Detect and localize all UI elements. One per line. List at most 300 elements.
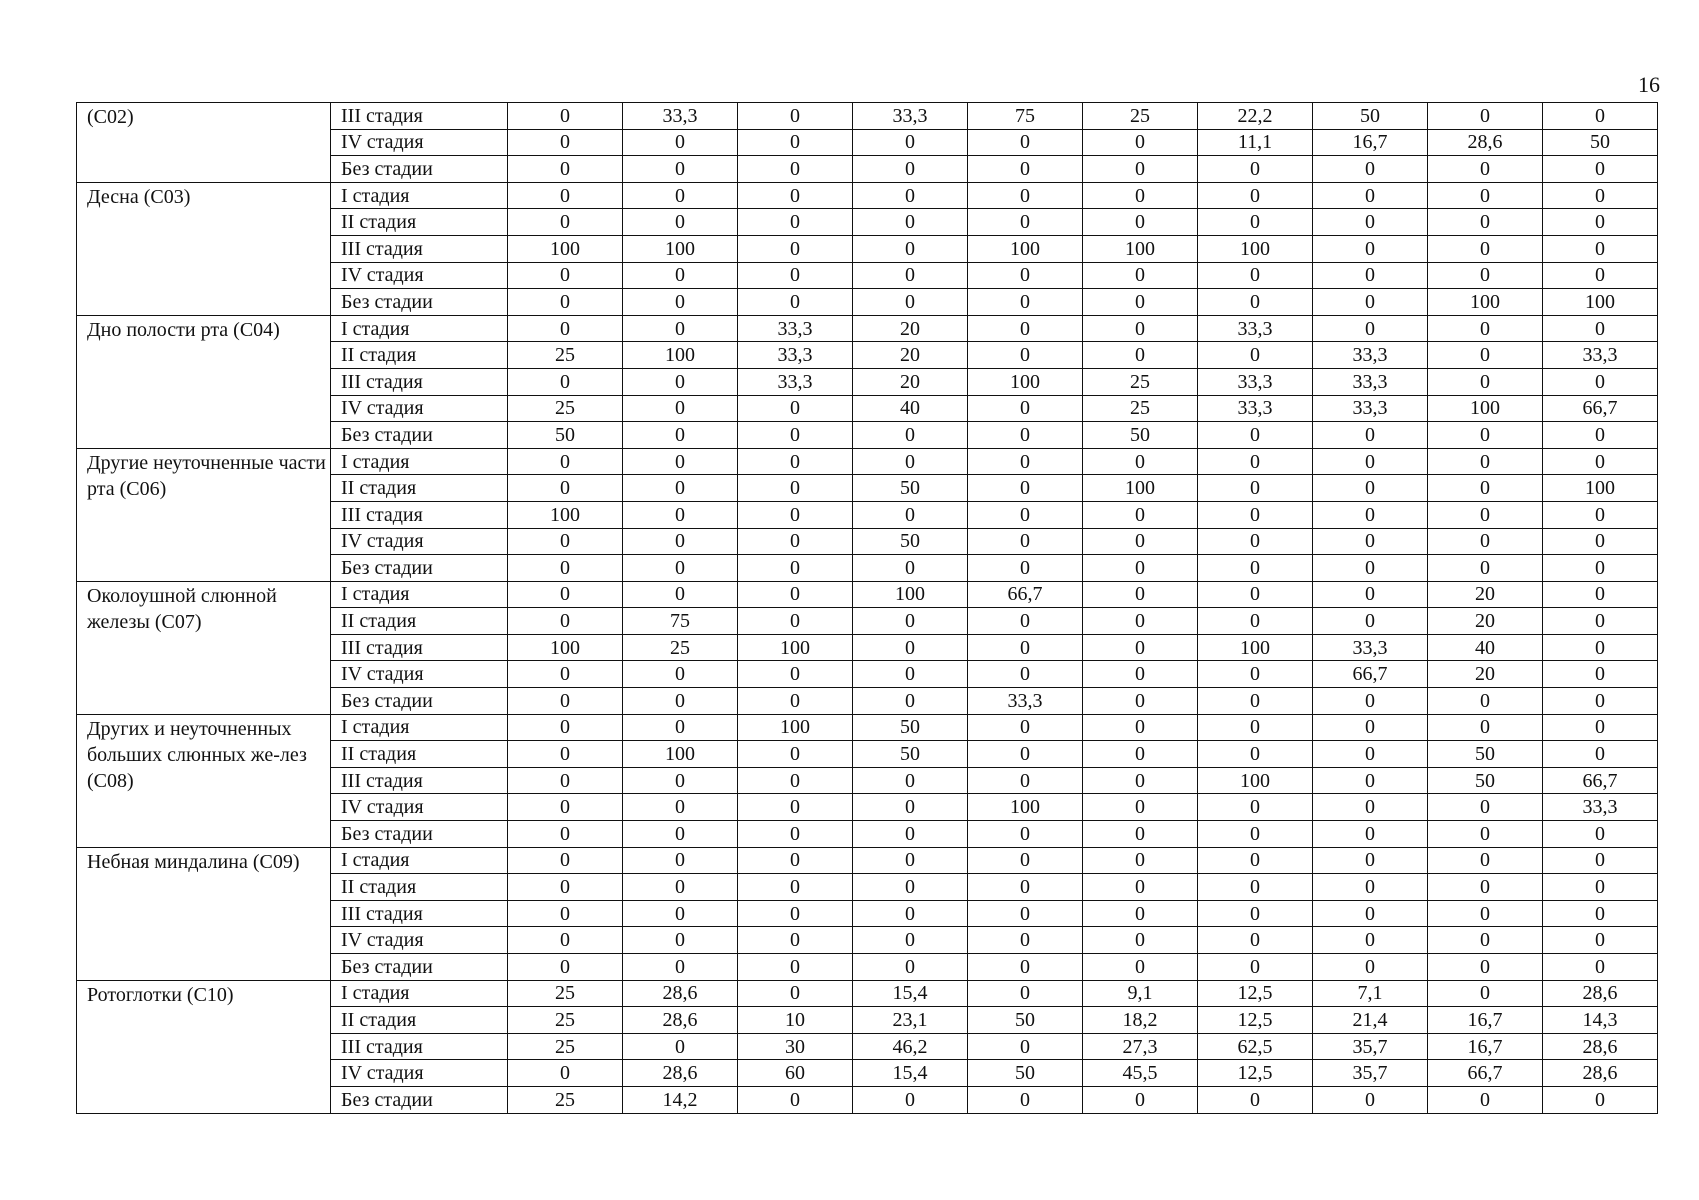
value-cell: 0	[623, 661, 738, 688]
value-cell: 0	[853, 927, 968, 954]
value-cell: 0	[623, 555, 738, 582]
value-cell: 0	[968, 608, 1083, 635]
value-cell: 0	[508, 874, 623, 901]
value-cell: 0	[508, 182, 623, 209]
value-cell: 50	[853, 475, 968, 502]
value-cell: 0	[1198, 528, 1313, 555]
value-cell: 0	[1083, 289, 1198, 316]
value-cell: 0	[508, 741, 623, 768]
value-cell: 0	[623, 821, 738, 848]
value-cell: 0	[968, 501, 1083, 528]
value-cell: 0	[738, 289, 853, 316]
value-cell: 0	[508, 156, 623, 183]
value-cell: 0	[508, 954, 623, 981]
value-cell: 0	[1543, 821, 1658, 848]
value-cell: 0	[968, 821, 1083, 848]
stage-cell: IV стадия	[331, 661, 508, 688]
stage-cell: III стадия	[331, 1033, 508, 1060]
value-cell: 100	[623, 235, 738, 262]
stage-cell: III стадия	[331, 634, 508, 661]
value-cell: 0	[1198, 581, 1313, 608]
value-cell: 0	[1543, 741, 1658, 768]
value-cell: 0	[738, 767, 853, 794]
value-cell: 0	[1313, 847, 1428, 874]
value-cell: 0	[968, 156, 1083, 183]
value-cell: 25	[508, 980, 623, 1007]
value-cell: 12,5	[1198, 1007, 1313, 1034]
value-cell: 0	[1428, 448, 1543, 475]
value-cell: 66,7	[1428, 1060, 1543, 1087]
value-cell: 33,3	[1313, 395, 1428, 422]
value-cell: 0	[508, 289, 623, 316]
value-cell: 0	[738, 874, 853, 901]
value-cell: 0	[1428, 368, 1543, 395]
value-cell: 50	[508, 422, 623, 449]
stage-cell: IV стадия	[331, 927, 508, 954]
site-cell: Дно полости рта (C04)	[77, 315, 331, 448]
value-cell: 0	[853, 688, 968, 715]
value-cell: 0	[623, 528, 738, 555]
value-cell: 0	[1543, 661, 1658, 688]
value-cell: 22,2	[1198, 103, 1313, 130]
stage-cell: Без стадии	[331, 954, 508, 981]
value-cell: 0	[1428, 235, 1543, 262]
value-cell: 35,7	[1313, 1060, 1428, 1087]
value-cell: 0	[1313, 156, 1428, 183]
value-cell: 0	[623, 927, 738, 954]
value-cell: 0	[1083, 209, 1198, 236]
value-cell: 0	[1543, 422, 1658, 449]
value-cell: 60	[738, 1060, 853, 1087]
value-cell: 33,3	[853, 103, 968, 130]
value-cell: 0	[968, 900, 1083, 927]
value-cell: 25	[1083, 368, 1198, 395]
value-cell: 0	[508, 927, 623, 954]
value-cell: 9,1	[1083, 980, 1198, 1007]
value-cell: 0	[508, 847, 623, 874]
value-cell: 0	[623, 448, 738, 475]
value-cell: 0	[1198, 688, 1313, 715]
value-cell: 0	[1083, 741, 1198, 768]
value-cell: 28,6	[1543, 1060, 1658, 1087]
value-cell: 0	[738, 555, 853, 582]
value-cell: 0	[623, 156, 738, 183]
value-cell: 0	[968, 395, 1083, 422]
value-cell: 0	[1083, 315, 1198, 342]
table-row	[77, 714, 1658, 741]
value-cell: 28,6	[1543, 1033, 1658, 1060]
value-cell: 40	[1428, 634, 1543, 661]
value-cell: 0	[1428, 342, 1543, 369]
value-cell: 0	[508, 714, 623, 741]
value-cell: 66,7	[1313, 661, 1428, 688]
value-cell: 0	[968, 1086, 1083, 1113]
value-cell: 0	[1543, 954, 1658, 981]
value-cell: 0	[738, 501, 853, 528]
site-cell: Других и неуточненных больших слюнных же-лез (C08)	[77, 714, 331, 847]
value-cell: 0	[623, 368, 738, 395]
value-cell: 0	[1198, 1086, 1313, 1113]
value-cell: 33,3	[623, 103, 738, 130]
stage-cell: Без стадии	[331, 422, 508, 449]
value-cell: 0	[1313, 794, 1428, 821]
stage-distribution-table	[76, 102, 1658, 1114]
stage-cell: I стадия	[331, 315, 508, 342]
value-cell: 100	[738, 714, 853, 741]
value-cell: 0	[853, 182, 968, 209]
value-cell: 0	[1313, 1086, 1428, 1113]
value-cell: 0	[738, 129, 853, 156]
value-cell: 15,4	[853, 1060, 968, 1087]
value-cell: 28,6	[623, 1007, 738, 1034]
value-cell: 0	[968, 927, 1083, 954]
value-cell: 33,3	[1313, 342, 1428, 369]
value-cell: 0	[968, 422, 1083, 449]
value-cell: 0	[623, 422, 738, 449]
stage-cell: II стадия	[331, 741, 508, 768]
value-cell: 100	[1198, 767, 1313, 794]
table-row	[77, 182, 1658, 209]
value-cell: 0	[1198, 821, 1313, 848]
value-cell: 0	[1083, 156, 1198, 183]
value-cell: 0	[623, 289, 738, 316]
value-cell: 0	[738, 741, 853, 768]
value-cell: 0	[968, 289, 1083, 316]
value-cell: 20	[1428, 661, 1543, 688]
value-cell: 0	[1198, 714, 1313, 741]
value-cell: 0	[508, 555, 623, 582]
value-cell: 0	[853, 794, 968, 821]
value-cell: 0	[1313, 555, 1428, 582]
value-cell: 0	[1083, 608, 1198, 635]
value-cell: 25	[508, 1007, 623, 1034]
value-cell: 0	[1083, 900, 1198, 927]
value-cell: 33,3	[1313, 634, 1428, 661]
value-cell: 0	[1543, 847, 1658, 874]
stage-cell: II стадия	[331, 608, 508, 635]
value-cell: 0	[1313, 528, 1428, 555]
value-cell: 0	[1313, 182, 1428, 209]
value-cell: 0	[1083, 1086, 1198, 1113]
value-cell: 0	[1543, 581, 1658, 608]
value-cell: 0	[508, 262, 623, 289]
value-cell: 0	[508, 448, 623, 475]
value-cell: 0	[853, 501, 968, 528]
value-cell: 0	[738, 103, 853, 130]
value-cell: 0	[738, 448, 853, 475]
value-cell: 25	[508, 1033, 623, 1060]
value-cell: 0	[1198, 501, 1313, 528]
value-cell: 11,1	[1198, 129, 1313, 156]
value-cell: 0	[1428, 528, 1543, 555]
value-cell: 0	[853, 448, 968, 475]
value-cell: 0	[738, 661, 853, 688]
value-cell: 0	[1313, 821, 1428, 848]
value-cell: 100	[1083, 235, 1198, 262]
value-cell: 0	[623, 315, 738, 342]
value-cell: 0	[738, 182, 853, 209]
value-cell: 0	[1428, 156, 1543, 183]
value-cell: 100	[1198, 634, 1313, 661]
value-cell: 50	[853, 714, 968, 741]
value-cell: 0	[508, 794, 623, 821]
value-cell: 0	[1428, 927, 1543, 954]
value-cell: 0	[853, 821, 968, 848]
stage-cell: IV стадия	[331, 262, 508, 289]
value-cell: 33,3	[968, 688, 1083, 715]
site-cell: Небная миндалина (C09)	[77, 847, 331, 980]
value-cell: 0	[623, 794, 738, 821]
value-cell: 100	[508, 634, 623, 661]
value-cell: 0	[1198, 209, 1313, 236]
value-cell: 0	[1083, 767, 1198, 794]
value-cell: 0	[1083, 448, 1198, 475]
value-cell: 33,3	[1313, 368, 1428, 395]
stage-cell: III стадия	[331, 235, 508, 262]
value-cell: 0	[853, 900, 968, 927]
value-cell: 100	[1428, 289, 1543, 316]
value-cell: 100	[508, 501, 623, 528]
stage-cell: I стадия	[331, 847, 508, 874]
value-cell: 0	[623, 501, 738, 528]
value-cell: 100	[1543, 475, 1658, 502]
value-cell: 0	[1198, 927, 1313, 954]
site-cell: Околоушной слюнной железы (C07)	[77, 581, 331, 714]
value-cell: 0	[1428, 209, 1543, 236]
value-cell: 0	[1543, 315, 1658, 342]
value-cell: 33,3	[1543, 794, 1658, 821]
value-cell: 0	[738, 209, 853, 236]
value-cell: 20	[1428, 608, 1543, 635]
value-cell: 28,6	[623, 1060, 738, 1087]
value-cell: 0	[1083, 927, 1198, 954]
value-cell: 0	[623, 900, 738, 927]
value-cell: 0	[738, 821, 853, 848]
value-cell: 0	[1198, 156, 1313, 183]
value-cell: 0	[1313, 262, 1428, 289]
value-cell: 0	[1428, 874, 1543, 901]
value-cell: 0	[1543, 103, 1658, 130]
stage-cell: IV стадия	[331, 395, 508, 422]
table-body	[77, 103, 1658, 1114]
value-cell: 0	[1198, 422, 1313, 449]
value-cell: 23,1	[853, 1007, 968, 1034]
value-cell: 50	[1428, 767, 1543, 794]
value-cell: 0	[1428, 422, 1543, 449]
stage-cell: Без стадии	[331, 289, 508, 316]
value-cell: 0	[1543, 528, 1658, 555]
value-cell: 0	[738, 847, 853, 874]
value-cell: 0	[1543, 714, 1658, 741]
site-cell: (C02)	[77, 103, 331, 183]
value-cell: 0	[508, 581, 623, 608]
value-cell: 45,5	[1083, 1060, 1198, 1087]
value-cell: 0	[1428, 794, 1543, 821]
value-cell: 0	[968, 634, 1083, 661]
value-cell: 0	[623, 847, 738, 874]
value-cell: 0	[738, 475, 853, 502]
value-cell: 0	[1313, 954, 1428, 981]
stage-cell: Без стадии	[331, 555, 508, 582]
value-cell: 0	[1083, 847, 1198, 874]
value-cell: 0	[1543, 927, 1658, 954]
value-cell: 0	[1428, 182, 1543, 209]
value-cell: 0	[968, 874, 1083, 901]
value-cell: 0	[738, 395, 853, 422]
site-cell: Ротоглотки (C10)	[77, 980, 331, 1113]
value-cell: 16,7	[1428, 1007, 1543, 1034]
value-cell: 0	[738, 688, 853, 715]
value-cell: 0	[853, 1086, 968, 1113]
value-cell: 0	[508, 661, 623, 688]
value-cell: 0	[1313, 688, 1428, 715]
value-cell: 0	[1428, 1086, 1543, 1113]
stage-cell: Без стадии	[331, 1086, 508, 1113]
value-cell: 0	[1428, 714, 1543, 741]
value-cell: 33,3	[1198, 395, 1313, 422]
value-cell: 0	[738, 156, 853, 183]
value-cell: 0	[1313, 714, 1428, 741]
value-cell: 0	[968, 714, 1083, 741]
value-cell: 0	[968, 847, 1083, 874]
value-cell: 66,7	[1543, 395, 1658, 422]
value-cell: 0	[623, 874, 738, 901]
table-row	[77, 315, 1658, 342]
value-cell: 0	[1313, 874, 1428, 901]
value-cell: 0	[738, 980, 853, 1007]
value-cell: 0	[968, 555, 1083, 582]
value-cell: 0	[1543, 235, 1658, 262]
site-cell: Другие неуточненные части рта (C06)	[77, 448, 331, 581]
value-cell: 0	[623, 262, 738, 289]
value-cell: 0	[1313, 501, 1428, 528]
value-cell: 0	[1313, 900, 1428, 927]
value-cell: 18,2	[1083, 1007, 1198, 1034]
value-cell: 0	[508, 767, 623, 794]
value-cell: 0	[738, 927, 853, 954]
value-cell: 0	[1198, 900, 1313, 927]
value-cell: 50	[968, 1007, 1083, 1034]
value-cell: 0	[1083, 661, 1198, 688]
table-row	[77, 448, 1658, 475]
value-cell: 0	[738, 608, 853, 635]
table-row	[77, 847, 1658, 874]
value-cell: 0	[1428, 980, 1543, 1007]
value-cell: 0	[853, 874, 968, 901]
value-cell: 0	[1198, 954, 1313, 981]
value-cell: 0	[1543, 156, 1658, 183]
value-cell: 0	[1428, 315, 1543, 342]
value-cell: 0	[738, 262, 853, 289]
value-cell: 0	[968, 661, 1083, 688]
value-cell: 0	[738, 528, 853, 555]
value-cell: 0	[1083, 688, 1198, 715]
value-cell: 0	[1313, 741, 1428, 768]
value-cell: 50	[1313, 103, 1428, 130]
value-cell: 0	[1198, 741, 1313, 768]
value-cell: 30	[738, 1033, 853, 1060]
value-cell: 0	[1313, 581, 1428, 608]
value-cell: 50	[1543, 129, 1658, 156]
value-cell: 0	[1428, 103, 1543, 130]
value-cell: 100	[623, 342, 738, 369]
value-cell: 33,3	[1198, 315, 1313, 342]
value-cell: 33,3	[738, 368, 853, 395]
value-cell: 0	[853, 209, 968, 236]
value-cell: 0	[623, 581, 738, 608]
value-cell: 0	[1083, 954, 1198, 981]
stage-cell: III стадия	[331, 103, 508, 130]
value-cell: 0	[508, 209, 623, 236]
table-row	[77, 581, 1658, 608]
value-cell: 0	[738, 954, 853, 981]
value-cell: 20	[853, 315, 968, 342]
value-cell: 0	[1313, 422, 1428, 449]
value-cell: 0	[1198, 847, 1313, 874]
value-cell: 0	[1313, 235, 1428, 262]
value-cell: 0	[738, 900, 853, 927]
value-cell: 25	[623, 634, 738, 661]
value-cell: 0	[738, 422, 853, 449]
value-cell: 28,6	[1428, 129, 1543, 156]
value-cell: 0	[1083, 714, 1198, 741]
value-cell: 62,5	[1198, 1033, 1313, 1060]
value-cell: 0	[508, 315, 623, 342]
value-cell: 0	[1198, 555, 1313, 582]
value-cell: 15,4	[853, 980, 968, 1007]
stage-cell: III стадия	[331, 900, 508, 927]
value-cell: 0	[1543, 209, 1658, 236]
value-cell: 75	[968, 103, 1083, 130]
stage-cell: Без стадии	[331, 688, 508, 715]
value-cell: 0	[968, 980, 1083, 1007]
stage-cell: I стадия	[331, 714, 508, 741]
value-cell: 0	[968, 262, 1083, 289]
value-cell: 100	[738, 634, 853, 661]
value-cell: 100	[1428, 395, 1543, 422]
value-cell: 0	[968, 767, 1083, 794]
value-cell: 0	[968, 1033, 1083, 1060]
stage-cell: II стадия	[331, 874, 508, 901]
value-cell: 0	[623, 209, 738, 236]
value-cell: 0	[1428, 847, 1543, 874]
value-cell: 0	[1543, 874, 1658, 901]
value-cell: 0	[623, 954, 738, 981]
value-cell: 25	[1083, 103, 1198, 130]
value-cell: 0	[1543, 634, 1658, 661]
value-cell: 0	[508, 103, 623, 130]
value-cell: 28,6	[1543, 980, 1658, 1007]
value-cell: 25	[508, 395, 623, 422]
stage-cell: III стадия	[331, 501, 508, 528]
value-cell: 100	[1198, 235, 1313, 262]
value-cell: 0	[1198, 608, 1313, 635]
value-cell: 0	[968, 475, 1083, 502]
value-cell: 0	[853, 767, 968, 794]
stage-cell: I стадия	[331, 182, 508, 209]
value-cell: 28,6	[623, 980, 738, 1007]
value-cell: 35,7	[1313, 1033, 1428, 1060]
value-cell: 0	[968, 129, 1083, 156]
value-cell: 0	[853, 129, 968, 156]
value-cell: 0	[1428, 555, 1543, 582]
value-cell: 0	[1543, 900, 1658, 927]
value-cell: 46,2	[853, 1033, 968, 1060]
value-cell: 0	[1313, 475, 1428, 502]
stage-cell: III стадия	[331, 368, 508, 395]
value-cell: 33,3	[1198, 368, 1313, 395]
value-cell: 0	[853, 634, 968, 661]
